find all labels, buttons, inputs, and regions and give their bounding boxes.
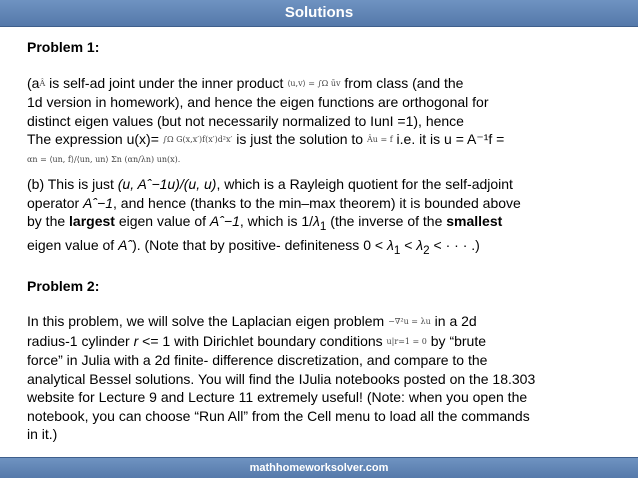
text-run: eigen value of <box>27 237 119 254</box>
problem1-a-line3: distinct eigen values (but not necessarily normalized to IunI =1), hence <box>27 112 464 129</box>
subscript: 1 <box>319 219 327 233</box>
equation-boundary: u|r=1 = 0 <box>386 336 427 346</box>
math-run: λ <box>386 237 394 254</box>
text-run: , which is 1/ <box>239 213 314 230</box>
equation-alpha: αn = ⟨un, f⟩/⟨un, un⟩ Σn (αn/λn) un(x). <box>27 154 181 164</box>
slide-footer <box>0 457 638 478</box>
text-run: , and hence (thanks to the min–max theorem) it is bounded above <box>113 194 521 211</box>
math-run: Aˆ <box>118 237 133 254</box>
text-run: (the inverse of the <box>326 213 447 230</box>
text-run: in a 2d <box>430 313 477 330</box>
text-run: i.e. it is u = A⁻¹f = <box>392 131 505 148</box>
math-run: λ <box>416 237 424 254</box>
problem1-a-line5 <box>27 150 609 170</box>
footer-website-text: mathhomeworksolver.com <box>249 462 389 474</box>
subscript: 1 <box>393 244 401 258</box>
problem2-line4: analytical Bessel solutions. You will find the IJulia notebooks posted on the 18.303 <box>27 370 536 387</box>
text-run: (b) This is just <box>27 176 118 193</box>
problem2-line5: website for Lecture 9 and Lecture 11 extremely useful! (Note: when you open the <box>27 389 528 406</box>
text-run: eigen value of <box>114 213 210 230</box>
equation-solution: Âu = f <box>366 135 393 145</box>
equation-operator: Â <box>39 78 46 88</box>
text-run: The expression u(x)= <box>27 131 163 148</box>
text-run: < <box>400 237 417 254</box>
problem1-a-line2: 1d version in homework), and hence the eigen functions are orthogonal for <box>27 94 489 111</box>
math-run: λ <box>313 213 320 230</box>
math-run: (u, Aˆ−1u)/(u, u) <box>117 176 217 193</box>
math-run: Aˆ−1 <box>83 194 114 211</box>
math-run: r <box>133 332 139 349</box>
problem1-b-line3 <box>27 212 609 236</box>
subscript: 2 <box>423 244 430 258</box>
slide-title: Solutions <box>284 4 354 21</box>
text-run: operator <box>27 194 84 211</box>
text-run: (a <box>27 74 40 91</box>
bold-run: largest <box>69 213 115 230</box>
text-run: from class (and the <box>340 74 464 91</box>
problem2-line6: notebook, you can choose “Run All” from the Cell menu to load all the commands <box>27 407 530 424</box>
text-run: by the <box>27 213 70 230</box>
problem2-line7: in it.) <box>27 426 58 443</box>
problem1-b-line4 <box>27 236 609 260</box>
equation-integral: ∫Ω G(x,x′)f(x′)d²x′ <box>162 135 233 145</box>
slide-content <box>27 34 609 444</box>
text-run: is just the solution to <box>232 131 367 148</box>
text-run: < · · · .) <box>429 237 480 254</box>
problem1-a-line1 <box>27 74 609 94</box>
problem1-heading: Problem 1: <box>27 39 100 55</box>
text-run: is self-ad joint under the inner product <box>45 74 288 91</box>
text-run: , which is a Rayleigh quotient for the self-adjoint <box>216 176 513 193</box>
problem2-line1 <box>27 312 609 332</box>
problem1-b-line2 <box>27 194 609 213</box>
equation-inner-product: ⟨u,v⟩ = ∫Ω ūv <box>287 78 341 88</box>
text-run: radius-1 cylinder <box>27 332 134 349</box>
text-run: In this problem, we will solve the Laplacian eigen problem <box>27 313 389 330</box>
bold-run: smallest <box>446 213 503 230</box>
equation-laplace: −∇²u = λu <box>388 317 431 327</box>
math-run: Aˆ−1 <box>209 213 240 230</box>
problem2-line3: force” in Julia with a 2d finite- difference discretization, and compare to the <box>27 352 488 369</box>
text-run: ). (Note that by positive- definiteness 0 < <box>132 237 387 254</box>
slide-header <box>0 0 638 27</box>
text-run: by “brute <box>426 332 487 349</box>
problem1-b-line1 <box>27 175 609 194</box>
text-run: <= 1 with Dirichlet boundary conditions <box>138 332 387 349</box>
problem1-a-line4 <box>27 130 609 150</box>
problem2-line2 <box>27 332 609 352</box>
problem2-heading: Problem 2: <box>27 277 100 294</box>
